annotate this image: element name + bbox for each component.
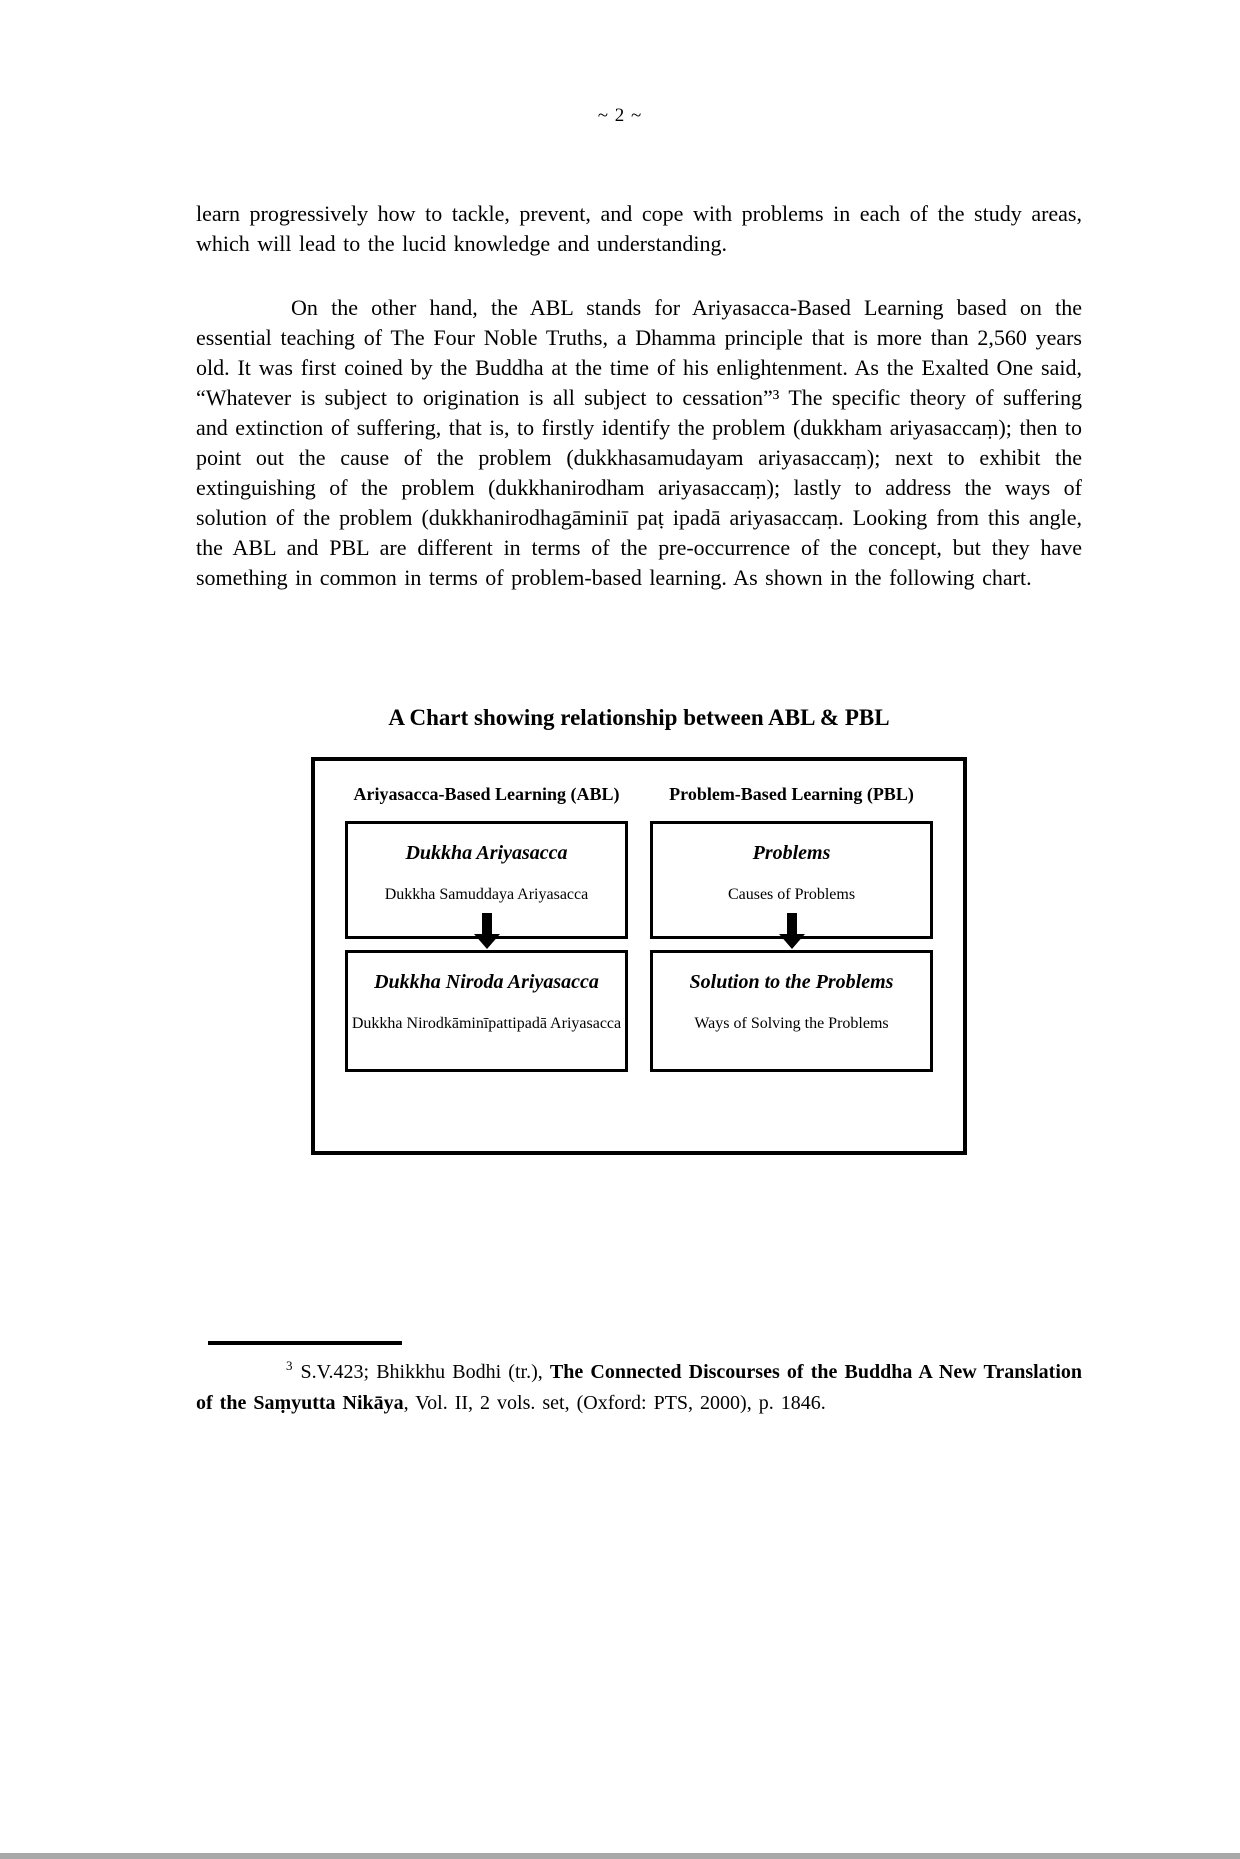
diagram-row-2 bbox=[345, 950, 933, 1072]
box-subtitle: Dukkha Samuddaya Ariyasacca bbox=[384, 886, 589, 903]
page-content bbox=[196, 199, 1082, 1419]
box-subtitle: Causes of Problems bbox=[727, 886, 856, 903]
pbl-box-problems bbox=[650, 821, 933, 939]
box-subtitle: Ways of Solving the Problems bbox=[694, 1015, 889, 1032]
arrow-stem bbox=[787, 913, 797, 934]
paragraph-2: On the other hand, the ABL stands for Ariyasacca-Based Learning based on the essential teaching of The Four Noble Truths, a Dhamma principle that is more than 2,560 years old. It was first coined by the Buddha at the time of his enlightenment. As the Exalted One said, “Whatever is subject to origination is all subject to cessation”³ The specific theory of suffering and extinction of suffering, that is, to firstly identify the problem (dukkham ariyasaccaṃ); then to point out the cause of the problem (dukkhasamudayam ariyasaccaṃ); next to exhibit the extinguishing of the problem (dukkhanirodham ariyasaccaṃ); lastly to address the ways of solution of the problem (dukkhanirodhagāminiī paṭ ipadā ariyasaccaṃ. Looking from this angle, the ABL and PBL are different in terms of the pre-occurrence of the concept, but they have something in common in terms of problem-based learning. As shown in the following chart. bbox=[196, 295, 1082, 590]
footnote-area bbox=[196, 1341, 1082, 1419]
abl-column-header: Ariyasacca-Based Learning (ABL) bbox=[353, 784, 620, 804]
pbl-box-solution bbox=[650, 950, 933, 1072]
arrow-head bbox=[474, 934, 500, 949]
down-arrow-icon bbox=[474, 913, 500, 949]
abl-box-dukkha-ariyasacca bbox=[345, 821, 628, 939]
abl-pbl-diagram bbox=[311, 757, 967, 1155]
box-title: Solution to the Problems bbox=[689, 971, 894, 993]
footnote-text bbox=[196, 1357, 1082, 1419]
paragraph-1: learn progressively how to tackle, prevent, and cope with problems in each of the study areas, which will lead to the lucid knowledge and understanding. bbox=[196, 201, 1082, 256]
footnote-book-title: The Connected Discourses of the Buddha A New Translation of the Saṃyutta Nikāya bbox=[196, 1361, 1082, 1414]
document-page bbox=[0, 105, 1240, 1859]
box-subtitle: Dukkha Nirodkāminīpattipadā Ariyasacca bbox=[351, 1015, 622, 1032]
footnote-citation-post: , Vol. II, 2 vols. set, (Oxford: PTS, 2000), p. 1846. bbox=[403, 1392, 826, 1414]
diagram-row-1 bbox=[345, 821, 933, 939]
box-title: Problems bbox=[752, 842, 831, 864]
footnote-separator-rule bbox=[208, 1341, 402, 1345]
page-number: ~ 2 ~ bbox=[597, 105, 643, 126]
down-arrow-icon bbox=[779, 913, 805, 949]
abl-box-dukkha-niroda bbox=[345, 950, 628, 1072]
diagram-column-headers bbox=[345, 781, 933, 821]
footnote-citation-pre: S.V.423; Bhikkhu Bodhi (tr.), bbox=[300, 1361, 550, 1383]
box-title: Dukkha Ariyasacca bbox=[405, 842, 568, 864]
arrow-stem bbox=[482, 913, 492, 934]
chart-title: A Chart showing relationship between ABL & PBL bbox=[388, 705, 890, 730]
page-scan-edge bbox=[0, 1853, 1240, 1859]
footnote-marker: 3 bbox=[286, 1358, 293, 1374]
pbl-column-header: Problem-Based Learning (PBL) bbox=[669, 784, 914, 804]
arrow-head bbox=[779, 934, 805, 949]
box-title: Dukkha Niroda Ariyasacca bbox=[374, 971, 599, 993]
